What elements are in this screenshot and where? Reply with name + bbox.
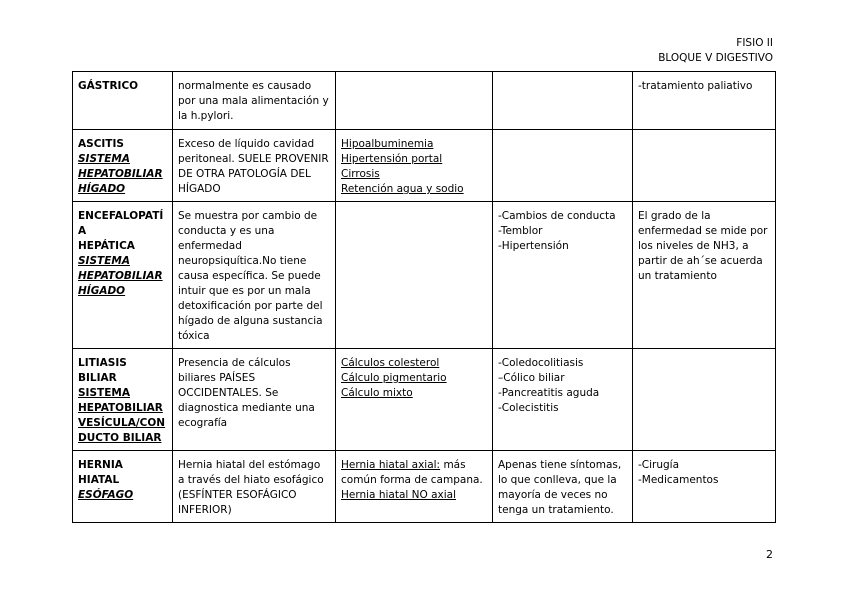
- description-cell: [173, 72, 336, 130]
- treatment-cell: [633, 72, 776, 130]
- symptoms-cell: [493, 130, 633, 202]
- symptom-item: –Cólico biliar: [498, 372, 565, 384]
- table-row: [73, 451, 776, 523]
- organ-label: VESÍCULA/CON: [78, 417, 166, 429]
- pathology-name: ENCEFALOPATÍA: [78, 210, 164, 237]
- cause-item: Cálculo pigmentario: [341, 372, 447, 384]
- cause-item: [341, 458, 487, 488]
- causes-cell: [336, 451, 493, 523]
- cause-detail: más común forma de campana.: [341, 459, 483, 486]
- pathology-name: ASCITIS: [78, 138, 124, 150]
- pathology-name-cell: [73, 451, 173, 523]
- causes-cell: [336, 72, 493, 130]
- symptom-item: -Cambios de conducta: [498, 210, 616, 222]
- treatment-item: -Cirugía: [638, 459, 680, 471]
- cause-item: Hipoalbuminemia: [341, 138, 434, 150]
- cause-item: Cálculo mixto: [341, 387, 413, 399]
- pathology-name-cell: [73, 72, 173, 130]
- pathology-table: [72, 71, 776, 523]
- treatment-item: -Medicamentos: [638, 474, 719, 486]
- treatment-cell: [633, 349, 776, 451]
- header-course: FISIO II: [736, 37, 773, 49]
- cause-item: Retención agua y sodio: [341, 183, 464, 195]
- symptom-item: -Temblor: [498, 225, 543, 237]
- treatment-cell: [633, 130, 776, 202]
- cause-item: Hernia hiatal NO axial: [341, 489, 457, 501]
- pathology-name-cell: [73, 202, 173, 349]
- symptoms-cell: [493, 349, 633, 451]
- symptoms-cell: [493, 72, 633, 130]
- description-text: Se muestra por cambio de conducta y es una enfermedad neuropsiquítica.No tiene causa específica. Se puede intuir que es por un mala detoxificación por parte del hígado de alguna sustancia tóxica: [178, 210, 323, 342]
- description-cell: [173, 202, 336, 349]
- cause-item: Cirrosis: [341, 168, 380, 180]
- symptom-item: -Colecistitis: [498, 402, 559, 414]
- pathology-name: HERNIA HIATAL: [78, 459, 123, 486]
- treatment-text: El grado de la enfermedad se mide por los niveles de NH3, a partir de ah´se acuerda un tratamiento: [638, 210, 768, 282]
- description-cell: [173, 349, 336, 451]
- cause-item: Cálculos colesterol: [341, 357, 440, 369]
- causes-cell: [336, 130, 493, 202]
- treatment-cell: [633, 451, 776, 523]
- cause-item: Hipertensión portal: [341, 153, 443, 165]
- system-label: HEPATOBILIAR: [78, 402, 163, 414]
- page-header: [658, 36, 773, 66]
- symptom-item: -Hipertensión: [498, 240, 569, 252]
- pathology-name: HEPÁTICA: [78, 240, 135, 252]
- pathology-name: GÁSTRICO: [78, 80, 139, 92]
- organ-label: HÍGADO: [78, 183, 126, 195]
- table-row: [73, 130, 776, 202]
- symptoms-cell: [493, 202, 633, 349]
- symptom-item: -Pancreatitis aguda: [498, 387, 600, 399]
- system-label: SISTEMA: [78, 255, 130, 267]
- pathology-name-cell: [73, 349, 173, 451]
- table-row: [73, 72, 776, 130]
- causes-cell: [336, 349, 493, 451]
- organ-label: ESÓFAGO: [78, 489, 134, 501]
- causes-cell: [336, 202, 493, 349]
- organ-label: DUCTO BILIAR: [78, 432, 162, 444]
- treatment-text: -tratamiento paliativo: [638, 80, 753, 92]
- system-label: SISTEMA: [78, 387, 130, 399]
- system-label: HEPATOBILIAR: [78, 168, 163, 180]
- table-row: [73, 202, 776, 349]
- symptom-item: -Coledocolitiasis: [498, 357, 584, 369]
- table-row: [73, 349, 776, 451]
- symptoms-text: Apenas tiene síntomas, lo que conlleva, que la mayoría de veces no tenga un tratamiento.: [498, 459, 622, 516]
- description-text: Exceso de líquido cavidad peritoneal. SUELE PROVENIR DE OTRA PATOLOGÍA DEL HÍGADO: [178, 138, 329, 195]
- description-text: normalmente es causado por una mala alimentación y la h.pylori.: [178, 80, 329, 122]
- organ-label: HÍGADO: [78, 285, 126, 297]
- description-cell: [173, 451, 336, 523]
- page-number: 2: [766, 548, 773, 561]
- description-text: Hernia hiatal del estómago a través del hiato esofágico (ESFÍNTER ESOFÁGICO INFERIOR): [178, 459, 324, 516]
- pathology-name: LITIASIS BILIAR: [78, 357, 127, 384]
- system-label: SISTEMA: [78, 153, 130, 165]
- treatment-cell: [633, 202, 776, 349]
- header-block: BLOQUE V DIGESTIVO: [658, 52, 773, 64]
- symptoms-cell: [493, 451, 633, 523]
- pathology-name-cell: [73, 130, 173, 202]
- system-label: HEPATOBILIAR: [78, 270, 163, 282]
- cause-term: Hernia hiatal axial:: [341, 459, 441, 471]
- description-text: Presencia de cálculos biliares PAÍSES OCCIDENTALES. Se diagnostica mediante una ecografía: [178, 357, 315, 429]
- description-cell: [173, 130, 336, 202]
